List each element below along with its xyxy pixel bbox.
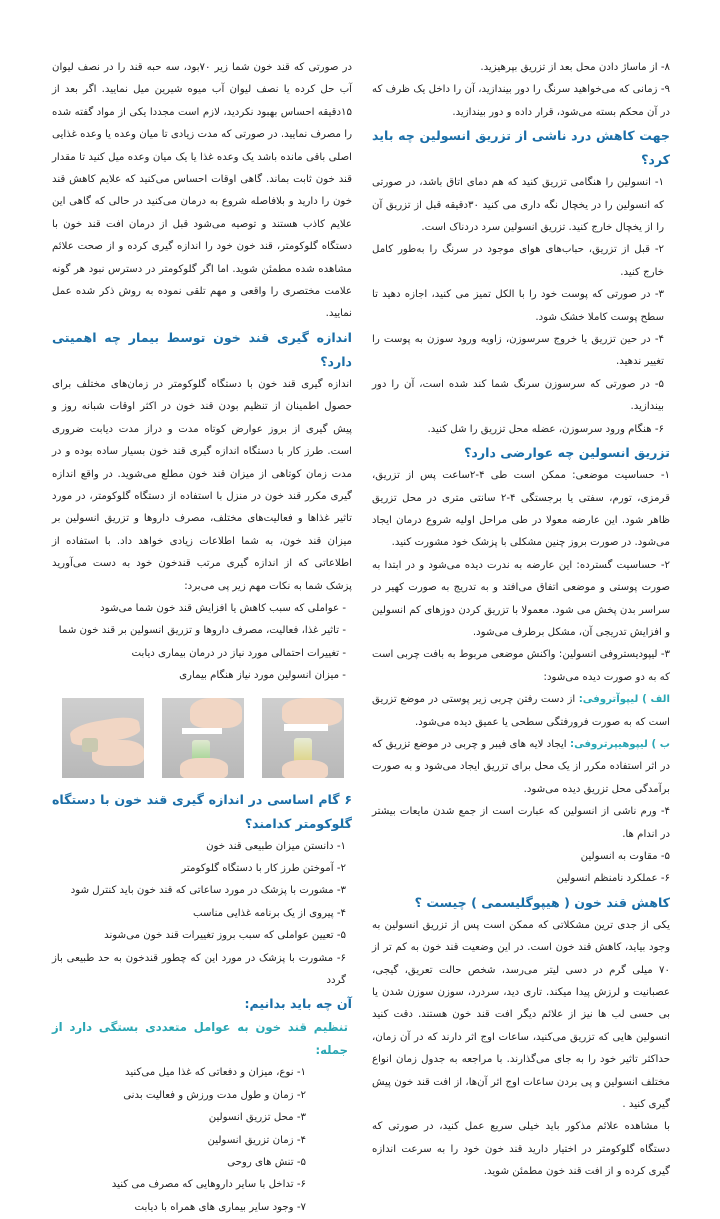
pain-list (372, 172, 670, 441)
list-item: ۱- نوع، میزان و دفعاتی که غذا میل می‌کنید (124, 1067, 306, 1079)
hypoglycemia-action: با مشاهده علائم مذکور باید خیلی سریع عمل کنید، در صورتی که دستگاه گلوکومتر در اختیار دارید قند خون خود را به سرعت اندازه گیری کرده و از افت قند خون مطمئن شوید. (372, 1121, 670, 1178)
lipohypertrophy-item (372, 734, 670, 801)
list-item: - میزان انسولین مورد نیاز هنگام بیماری (179, 670, 346, 682)
list-item: ۳- لیپودیستروفی انسولین: واکنش موضعی مربوط به بافت چربی است که به دو صورت دیده می‌شود: (372, 649, 670, 683)
lipoatrophy-label: الف ) لیپوآتروفی: (578, 694, 670, 706)
hypoglycemia-text: یکی از جدی ترین مشکلاتی که ممکن است پس از تزریق انسولین به وجود بیاید، کاهش قند خون است. در این وضعیت قند خون به کم تر از ۷۰ میلی گرم در دسی لیتر می‌رسد، شخص حالت تعریق، گیجی، عصبانیت و لرزش پیدا میکند. تاری دید، سردرد، سوزن سوزن شدن یا بی حسی لب ها نیز از علائم دیگر افت قند خون هستند. دقت کنید انسولین هایی که تزریق می‌کنید، ساعات اوج اثر دارند که در آن زمان، حداکثر تاثیر خود را به جای می‌گذارند. با مراجعه به جدول زمان انواع مختلف انسولین و پی بردن ساعات اوج اثر آن‌ها، از افت قند خون پیش گیری کنید . (372, 919, 670, 1111)
list-item: ۲- قبل از تزریق، حباب‌های هوای موجود در سرنگ را به‌طور کامل خارج کنید. (372, 244, 664, 278)
list-item: ۶- عملکرد نامنظم انسولین (556, 873, 670, 885)
side-effects-heading: تزریق انسولین چه عوارضی دارد؟ (464, 445, 670, 461)
steps-list (52, 836, 352, 993)
tip-8: ۸- از ماساژ دادن محل بعد از تزریق بپرهیزید. (480, 62, 670, 73)
lipoatrophy-item (372, 689, 670, 734)
photo-wiping-vial (262, 698, 344, 778)
list-item: ۶- مشورت با پزشک در مورد این که چطور قندخون به حد طبیعی باز گردد (52, 952, 346, 986)
measure-points (52, 598, 352, 688)
list-item: ۴- ورم ناشی از انسولین که عبارت است از جمع شدن مایعات بیشتر در اندام ها. (372, 806, 670, 840)
tip-9: ۹- زمانی که می‌خواهید سرنگ را دور بیندازید، آن را داخل یک ظرف که در آن محکم بسته می‌شود، قرار داده و دور بیندازید. (372, 84, 670, 118)
list-item: ۳- در صورتی که پوست خود را با الکل تمیز می کنید، اجازه دهید تا سطح پوست کاملا خشک شود. (372, 289, 664, 323)
measure-text: اندازه گیری قند خون با دستگاه گلوکومتر در زمان‌های مختلف برای حصول اطمینان از تنظیم بودن قند خون در اکثر اوقات شبانه روز و پیش گیری از بروز عوارض کوتاه مدت و دراز مدت دیابت ضروری است. طرز کار با دستگاه اندازه گیری قند خون بسیار ساده بوده و در مدت زمان کوتاهی از میزان قند خون مطلع می‌شوید. در واقع اندازه گیری مکرر قند خون در منزل با استفاده از دستگاه گلوکومتر، در مورد تاثیر غذاها و فعالیت‌های مختلف، مصرف داروها و تزریق انسولین بر میزان قند خون، به شما اطلاعات زیادی خواهد داد. با استفاده از اطلاعاتی که از اندازه گیری مرتب قندخون خود به دست می‌آورید پزشک شما به نکات مهم زیر پی می‌برد: (52, 378, 352, 592)
list-item: ۶- هنگام ورود سرسوزن، عضله محل تزریق را شل کنید. (427, 423, 664, 435)
lipohypertrophy-text: ایجاد لایه های فیبر و چربی در موضع تزریق که در اثر استفاده مکرر از یک محل برای تزریق ایجاد می‌شود و به صورت برآمدگی محل تزریق دیده می‌شود. (372, 738, 670, 795)
pain-heading: جهت کاهش درد ناشی از تزریق انسولین چه باید کرد؟ (372, 128, 670, 168)
list-item: ۱- حساسیت موضعی: ممکن است طی ۴-۲ساعت پس از تزریق، قرمزی، تورم، سفتی یا برجستگی ۴-۲ سانتی متری در محل تزریق ظاهر شود. این عارضه معولا در طی مراحل اولیه شروع درمان ایجاد می‌شود. در صورت بروز چنین مشکلی با پزشک خود مشورت کنید. (372, 470, 670, 549)
list-item: ۵- تنش های روحی (227, 1157, 306, 1169)
list-item: ۴- در حین تزریق یا خروج سرسوزن، زاویه ورود سوزن به پوست را تغییر ندهید. (372, 334, 664, 368)
lipoatrophy-text: از دست رفتن چربی زیر پوستی در موضع تزریق است که به صورت فرورفتگی سطحی یا عمیق دیده می‌شود. (372, 694, 670, 728)
list-item: ۲- حساسیت گسترده: این عارضه به ندرت دیده می‌شود و در ابتدا به صورت پوستی و موضعی اتفاق می‌افتد و به تدریج به صورت کهیر در سراسر بدن پخش می شود. معمولا با تزریق کردن دوزهای کم انسولین و افزایش تدریجی آن، مشکل برطرف می‌شود. (372, 559, 670, 638)
list-item: ۵- تعیین عواملی که سبب بروز تغییرات قند خون می‌شوند (104, 930, 346, 942)
list-item: ۵- مقاوت به انسولین (580, 851, 670, 862)
list-item: ۶- تداخل با سایر داروهایی که مصرف می کنید (111, 1179, 306, 1191)
left-column (52, 57, 352, 1219)
lipohypertrophy-label: ب ) لیپوهیپرتروفی: (570, 738, 670, 750)
list-item: ۲- آموختن طرز کار با دستگاه گلوکومتر (181, 862, 346, 874)
know-heading: آن چه باید بدانیم: (244, 996, 352, 1012)
photo-cleaning-vial (162, 698, 244, 778)
hypoglycemia-treatment: در صورتی که قند خون شما زیر ۷۰بود، سه حبه قند را در نصف لیوان آب حل کرده یا نصف لیوان آب میوه شیرین میل نمایید. اگر بعد از ۱۵دقیقه احساس بهبود نکردید، لازم است مجددا یکی از مواد گفته شده را مصرف نمایید. در صورتی که مدت زیادی تا میان وعده یا وعده غذایی اصلی باقی مانده باشد یک وعده غذا یا یک میان وعده میل کنید تا مقدار قند خون ثابت بماند. گاهی اوقات احساس می‌کنید که علایم کاهش قند خون را دارید و بلافاصله شروع به درمان می‌کنید در حالی که گاهی این علایم کاذب هستند و توصیه می‌شود قبل از درمان افت قند خون با دستگاه گلوکومتر، قند خون خود را اندازه گیری کرده و از صحت علائم مشاهده شده مطمئن شوید. اما اگر گلوکومتر در دسترس نبود هر گونه علامت مختصری را واقعی و مهم تلقی نموده به روش ذکر شده عمل نمایید. (52, 62, 352, 320)
list-item: - تاثیر غذا، فعالیت، مصرف داروها و تزریق انسولین بر قند خون شما (58, 625, 346, 637)
insulin-photos (62, 698, 344, 778)
photo-rolling-vial (62, 698, 144, 778)
list-item: ۵- در صورتی که سرسوزن سرنگ شما کند شده است، آن را دور بیندازید. (372, 378, 664, 413)
list-item: ۷- وجود سایر بیماری های همراه با دیابت (134, 1201, 306, 1213)
list-item: - تغییرات احتمالی مورد نیاز در درمان بیماری دیابت (131, 647, 346, 659)
list-item: - عواملی که سبب کاهش یا افزایش قند خون شما می‌شود (100, 602, 346, 614)
factors-list (52, 1062, 352, 1219)
list-item: ۴- پیروی از یک برنامه غذایی مناسب (192, 907, 346, 919)
hypoglycemia-heading: کاهش قند خون ( هیپوگلیسمی ) چیست ؟ (414, 894, 670, 910)
list-item: ۲- زمان و طول مدت ورزش و فعالیت بدنی (123, 1089, 306, 1101)
measure-heading: اندازه گیری قند خون توسط بیمار چه اهمیتی دارد؟ (52, 329, 352, 369)
list-item: ۱- دانستن میزان طبیعی قند خون (206, 840, 346, 852)
list-item: ۳- مشورت با پزشک در مورد ساعاتی که قند خون باید کنترل شود (70, 885, 346, 897)
list-item: ۴- زمان تزریق انسولین (207, 1134, 306, 1146)
right-column (372, 57, 670, 1184)
list-item: ۳- محل تزریق انسولین (208, 1112, 306, 1124)
factors-heading: تنظیم قند خون به عوامل متعددی بستگی دارد از جمله: (52, 1020, 348, 1058)
steps-heading: ۶ گام اساسی در اندازه گیری قند خون با دستگاه گلوکومتر کدامند؟ (52, 791, 352, 831)
list-item: ۱- انسولین را هنگامی تزریق کنید که هم دمای اتاق باشد، در صورتی که انسولین را در یخچال نگه داری می کنید ۳۰دقیقه قبل از تزریق آن را از یخچال خارج کنید. تزریق انسولین سرد دردناک است. (372, 177, 664, 234)
